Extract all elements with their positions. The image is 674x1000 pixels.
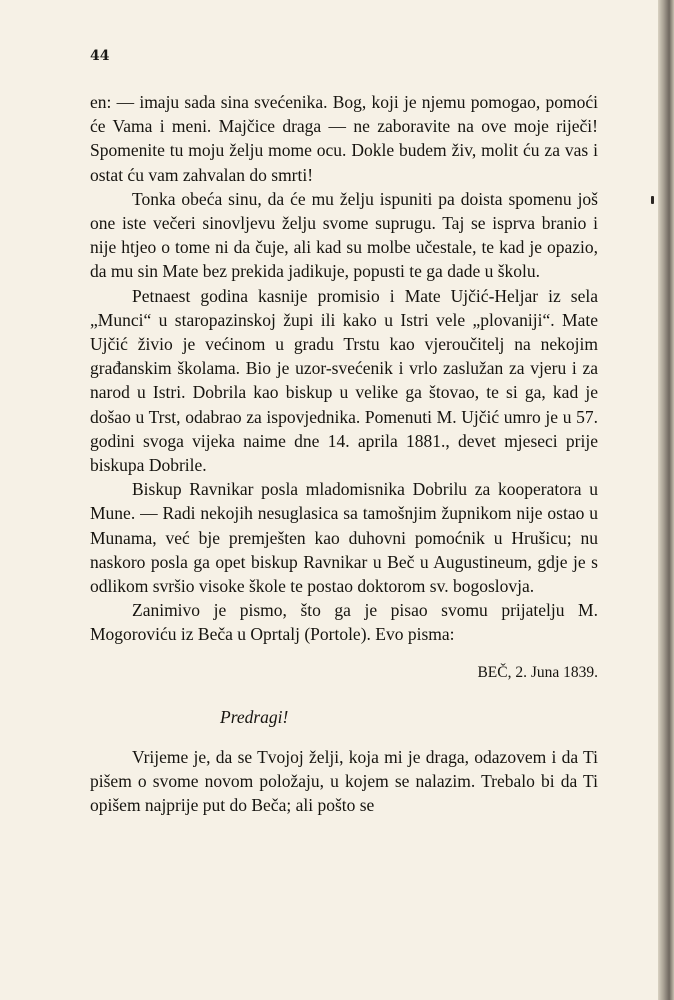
letter-salutation: Predragi! (220, 706, 289, 727)
paragraph-1: en: — imaju sada sina svećenika. Bog, koji je njemu pomogao, pomoći će Vama i meni. Majčice draga — ne zaboravite na ove moje riječi! Spomenite tu moju želju mome ocu. Dokle budem živ, molit ću za vas i ostat ću vam zahvalan do smrti! (90, 92, 598, 185)
text-body (90, 90, 598, 818)
paragraph-5: Zanimivo je pismo, što ga je pisao svomu prijatelju M. Mogoroviću iz Beča u Oprtalj (Portole). Evo pisma: (90, 600, 598, 645)
ink-mark (651, 196, 654, 204)
page-edge-shadow (658, 0, 674, 1000)
paragraph-3: Petnaest godina kasnije promisio i Mate Ujčić-Heljar iz sela „Munci“ u staropazinskoj župi ili kako u Istri vele „plovaniji“. Mate Ujčić živio je većinom u gradu Trstu kao vjeroučitelj na nekojim građanskim školama. Bio je uzor-svećenik i vrlo zaslužan za vjeru i za narod u Istri. Dobrila kao biskup u velike ga štovao, te si ga, kad je došao u Trst, odabrao za ispovjednika. Pomenuti M. Ujčić umro je u 57. godini svoga vijeka naime dne 14. aprila 1881., devet mjeseci prije biskupa Dobrile. (90, 285, 598, 476)
paragraph-4: Biskup Ravnikar posla mladomisnika Dobrilu za kooperatora u Mune. — Radi nekojih nesuglasica sa tamošnjim župnikom nije ostao u Munama, već bje premješten kao duhovni pomoćnik u Hrušicu; nu naskoro posla ga opet biskup Ravnikar u Beč u Augustineum, gdje je s odlikom svršio visoke škole te postao doktorom sv. bogoslovja. (90, 479, 598, 597)
letter-date: BEČ, 2. Juna 1839. (477, 663, 598, 681)
paragraph-2: Tonka obeća sinu, da će mu želju ispuniti pa doista spomenu još one iste večeri sinovljevu želju svome suprugu. Taj se isprva branio i nije htjeo o tome ni da čuje, ali kad su molbe učestale, te kad je opazio, da mu sin Mate bez prekida jadikuje, popusti te ga dade u školu. (90, 188, 598, 282)
page-number: 44 (90, 48, 110, 64)
letter-paragraph: Vrijeme je, da se Tvojoj želji, koja mi je draga, odazovem i da Ti pišem o svome novom položaju, u kojem se nalazim. Trebalo bi da Ti opišem najprije put do Beča; ali pošto se (90, 747, 598, 816)
